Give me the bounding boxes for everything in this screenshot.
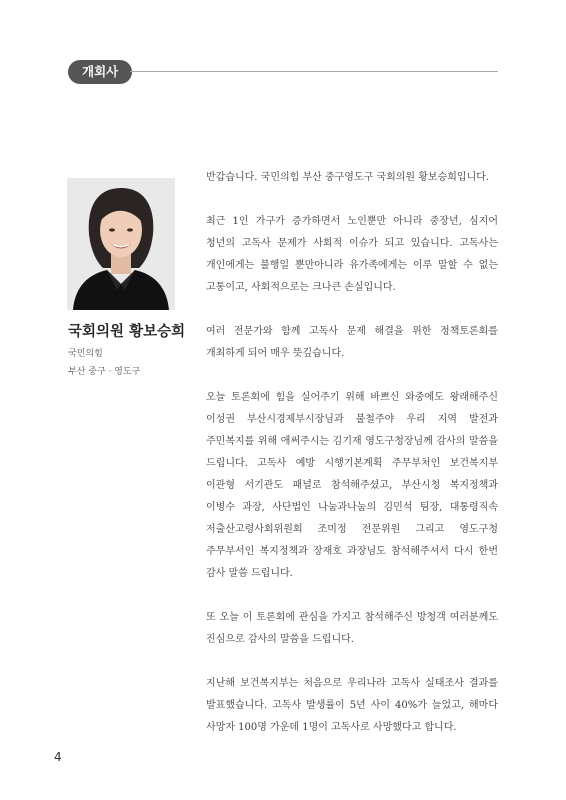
paragraph: 지난해 보건복지부는 처음으로 우리나라 고독사 실태조사 결과를 발표했습니다. 고독사 발생률이 5년 사이 40%가 늘었고, 해마다 사망자 100명 가운데 1명이 고독사로 사망했다고 합니다. — [206, 678, 498, 733]
page-number: 4 — [54, 750, 62, 764]
paragraph: 또 오늘 이 토론회에 관심을 가지고 참석해주신 방청객 여러분께도 진심으로 감사의 말씀을 드립니다. — [206, 612, 498, 645]
speaker-name: 국회의원 황보승희 — [68, 324, 186, 340]
section-divider — [130, 71, 498, 72]
portrait-photo — [67, 178, 175, 310]
portrait-illustration — [67, 178, 175, 310]
speaker-party: 국민의힘 — [68, 349, 103, 359]
speaker-profile — [68, 322, 198, 378]
paragraph: 최근 1인 가구가 증가하면서 노인뿐만 아니라 중장년, 심지어 청년의 고독사 문제가 사회적 이슈가 되고 있습니다. 고독사는 개인에게는 불행일 뿐만아니라 유가족에게는 이루 말할 수 없는 고통이고, 사회적으로는 크나큰 손실입니다. — [206, 216, 498, 293]
speech-body — [206, 167, 498, 761]
paragraph: 여러 전문가와 함께 고독사 문제 해결을 위한 정책토론회를 개최하게 되어 매우 뜻깊습니다. — [206, 326, 498, 359]
section-header — [68, 60, 498, 84]
speaker-district: 부산 중구 · 영도구 — [68, 367, 141, 377]
paragraph: 반갑습니다. 국민의힘 부산 중구영도구 국회의원 황보승희입니다. — [206, 172, 490, 183]
section-tab: 개회사 — [68, 60, 132, 84]
paragraph: 오늘 토론회에 힘을 실어주기 위해 바쁘신 와중에도 왕래해주신 이성권 부산시경제부시장님과 불철주야 우리 지역 발전과 주민복지를 위해 애써주시는 김기재 영도구청장님께 감사의 말씀을 드립니다. 고독사 예방 시행기본계획 주무부처인 보건복지부 이관형 서기관도 패널로 참석해주셨고, 부산시청 복지정책과 이병수 과장, 사단법인 나눔과나눔의 김민석 팀장, 대통령직속 저출산고령사회위원회 조미정 전문위원 그리고 영도구청 주무부서인 복지정책과 장재호 과장님도 참석해주셔서 다시 한번 감사 말씀 드립니다. — [206, 392, 498, 579]
